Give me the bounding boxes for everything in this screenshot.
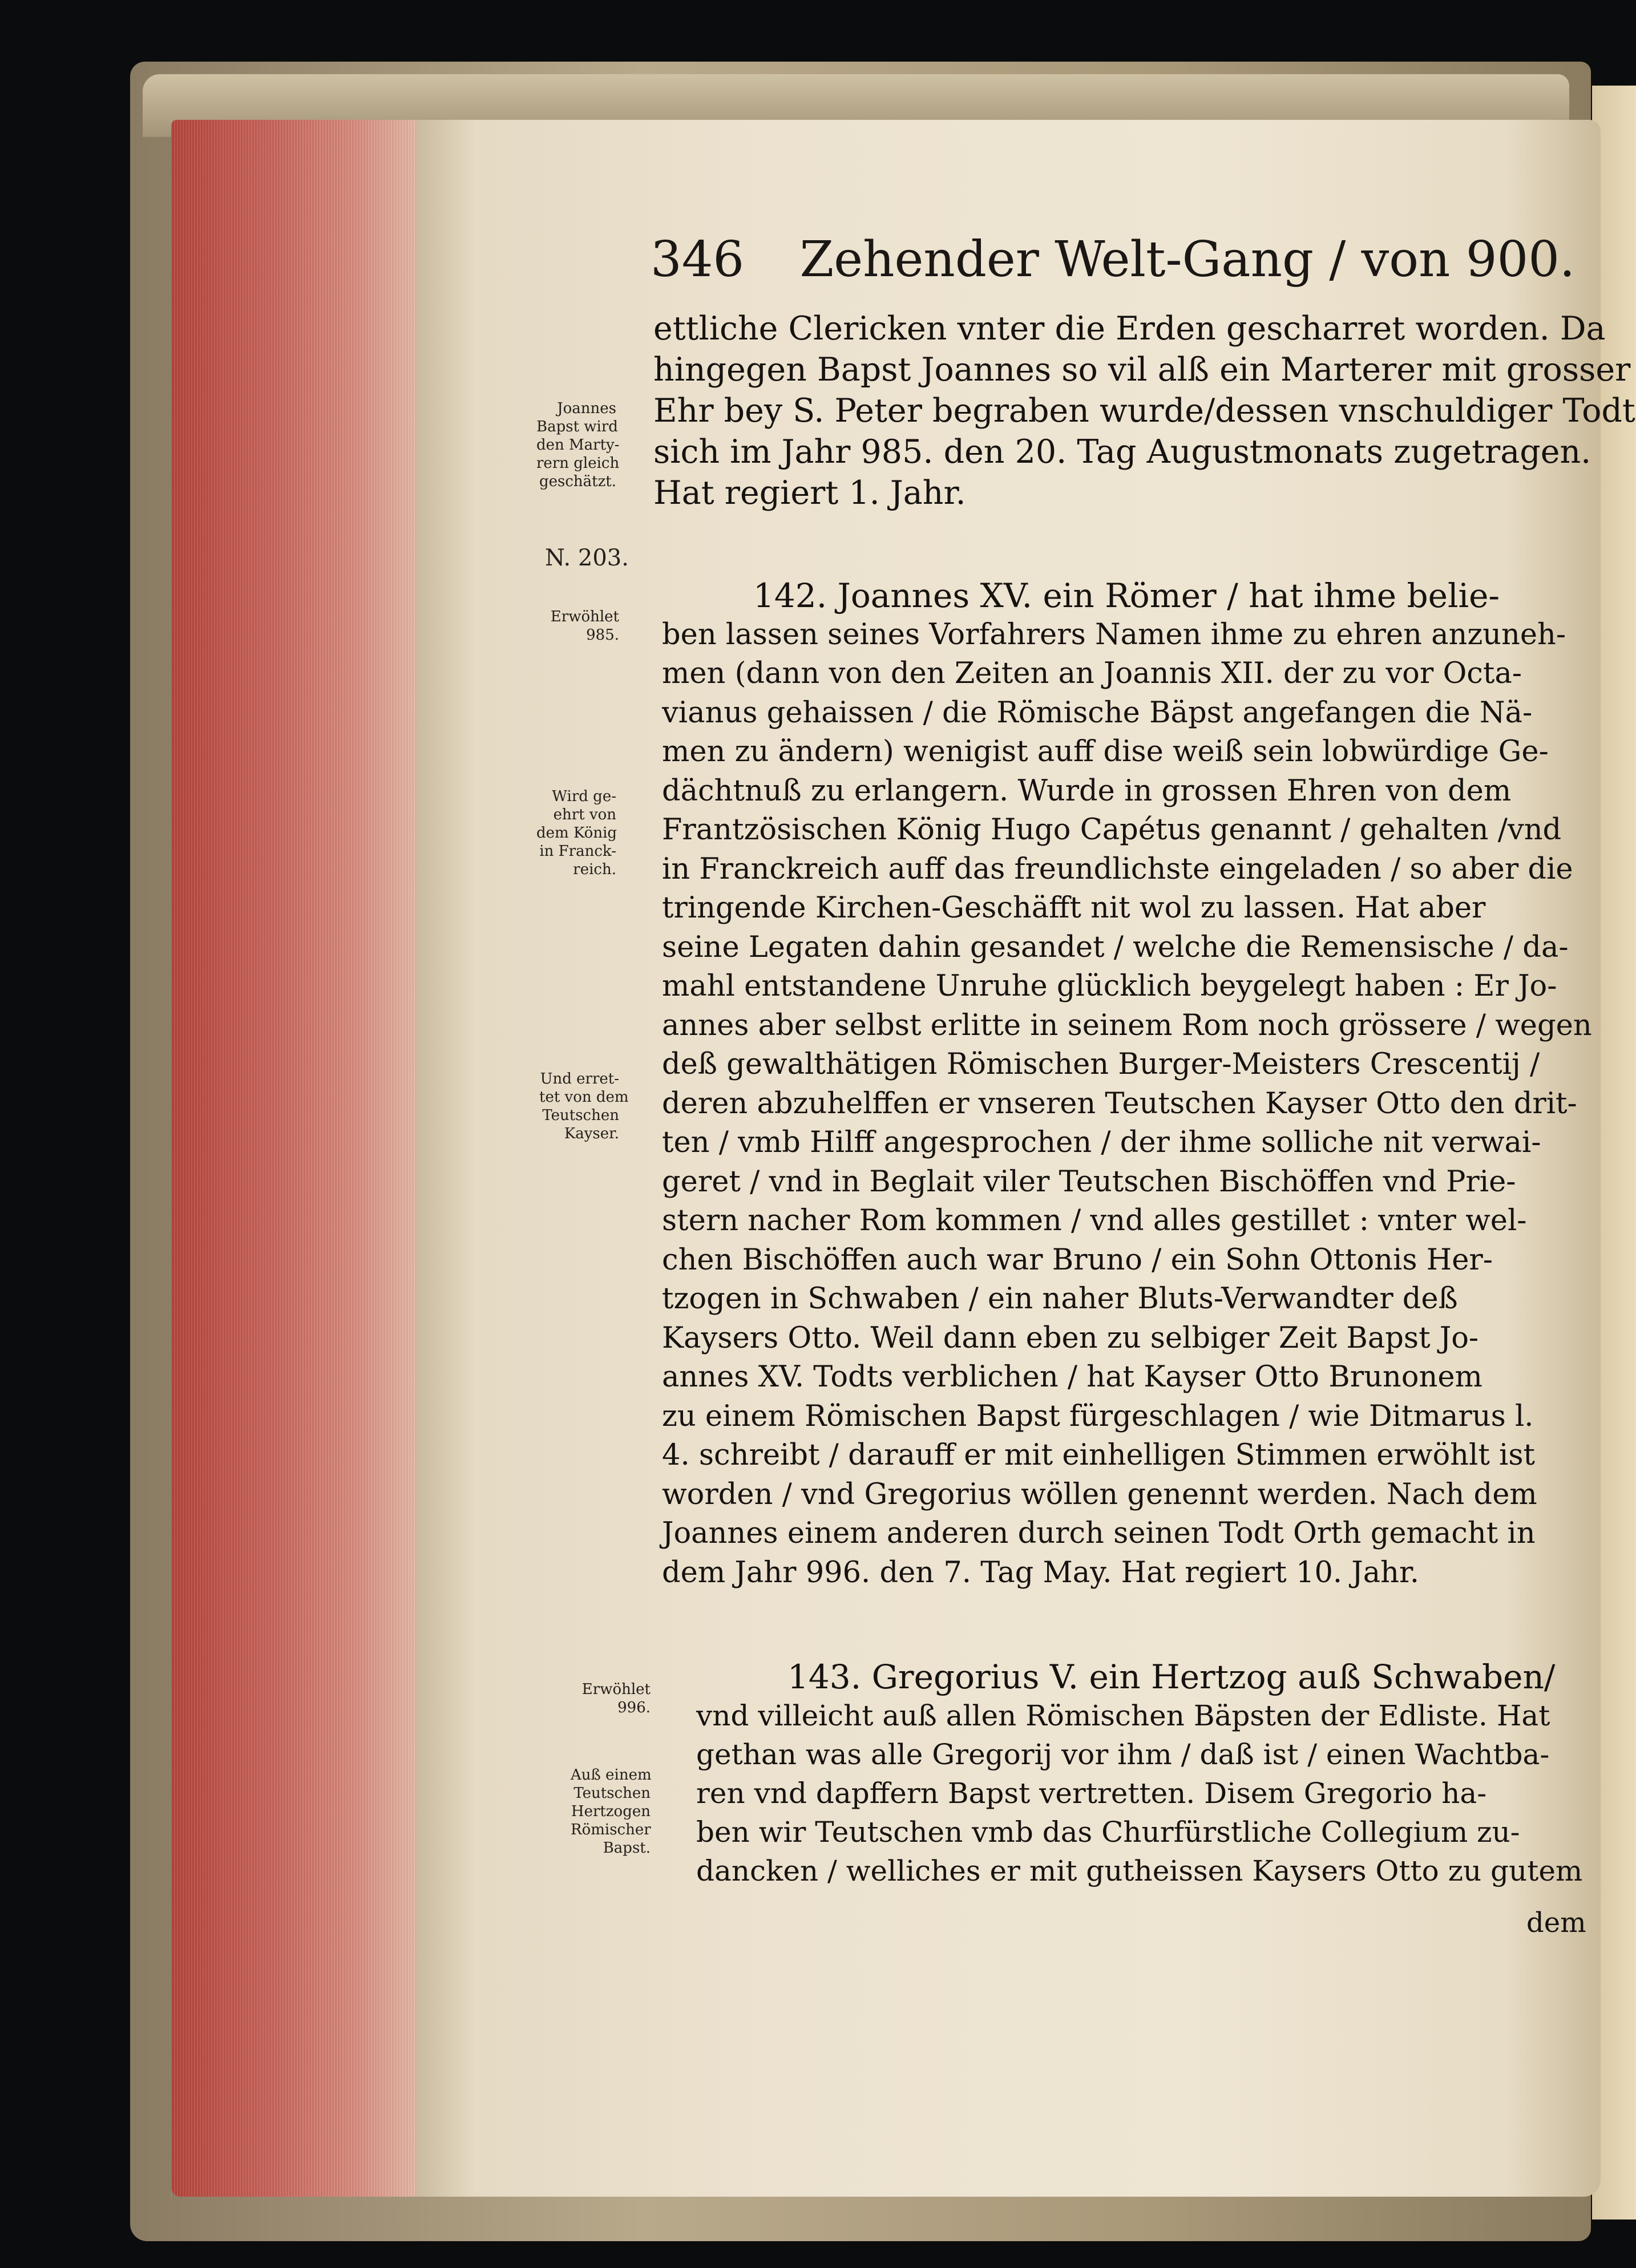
margin-note-martyr: Joannes Bapst wird den Marty- rern gleich geschätzt.	[536, 400, 620, 490]
margin-note-elected-996: Erwöhlet 996.	[581, 1681, 651, 1716]
running-title: Zehender Welt-Gang / von 900.	[799, 231, 1576, 288]
running-head	[651, 231, 1576, 294]
paragraph-joannes-xv: 142. Joannes XV. ein Römer / hat ihme belie- ben lassen seines Vorfahrers Namen ihme zu ehren anzuneh- men (dann von den Zeiten an Joannis XII. der zu vor Octa- vianus gehaissen / die Römische Bäpst angefangen die Nä- men zu ändern) wenigist auff dise weiß sein lobwürdige Ge- dächtnuß zu erlangern. Wurde in grossen Ehren von dem Frantzösischen König Hugo Capétus genannt / gehalten /vnd in Franckreich auff das freundlichste eingeladen / so aber die tringende Kirchen-Geschäfft nit wol zu lassen. Hat aber seine Legaten dahin gesandet / welche die Remensische / da- mahl entstandene Unruhe glücklich beygelegt haben : Er Jo- annes aber selbst erlitte in seinem Rom noch grössere / wegen deß gewalthätigen Römischen Burger-Meisters Crescentij / deren abzuhelffen er vnseren Teutschen Kayser Otto den drit- ten / vmb Hilff angesprochen / der ihme solliche nit verwai- geret / vnd in Beglait viler Teutschen Bischöffen vnd Prie- stern nacher Rom kommen / vnd alles gestillet : vnter wel- chen Bischöffen auch war Bruno / ein Sohn Ottonis Her- tzogen in Schwaben / ein naher Bluts-Verwandter deß Kaysers Otto. Weil dann eben zu selbiger Zeit Bapst Jo- annes XV. Todts verblichen / hat Kayser Otto Brunonem zu einem Römischen Bapst fürgeschlagen / wie Ditmarus l. 4. schreibt / darauff er mit einhelligen Stimmen erwöhlt ist worden / vnd Gregorius wöllen genennt werden. Nach dem Joannes einem anderen durch seinen Todt Orth gemacht in dem Jahr 996. den 7. Tag May. Hat regiert 10. Jahr.	[662, 576, 1592, 1590]
margin-note-rescued-emperor: Und erret- tet von dem Teutschen Kayser.	[539, 1070, 629, 1142]
page-number: 346	[651, 231, 745, 288]
margin-note-number: N. 203.	[545, 545, 629, 571]
red-page-edges	[171, 120, 417, 2197]
catchword: dem	[1526, 1907, 1586, 1939]
margin-note-honored-france: Wird ge- ehrt von dem König in Franck- reich.	[536, 788, 617, 878]
margin-note-german-pope: Auß einem Teutschen Hertzogen Römischer Bapst.	[571, 1766, 652, 1857]
paragraph-gregorius-v: 143. Gregorius V. ein Hertzog auß Schwaben/ vnd villeicht auß allen Römischen Bäpsten der Edliste. Hat gethan was alle Gregorij vor ihm / daß ist / einen Wachtba- ren vnd dapffern Bapst vertretten. Disem Gregorio ha- ben wir Teutschen vmb das Churfürstliche Collegium zu- dancken / welliches er mit gutheissen Kaysers Otto zu gutem	[696, 1657, 1583, 1887]
paragraph-1: ettliche Clericken vnter die Erden gescharret worden. Da hingegen Bapst Joannes so vil alß ein Marterer mit grosser Ehr bey S. Peter begraben wurde/dessen vnschuldiger Todt sich im Jahr 985. den 20. Tag Augustmonats zugetragen. Hat regiert 1. Jahr.	[653, 310, 1635, 512]
margin-note-elected-985: Erwöhlet 985.	[550, 608, 619, 644]
